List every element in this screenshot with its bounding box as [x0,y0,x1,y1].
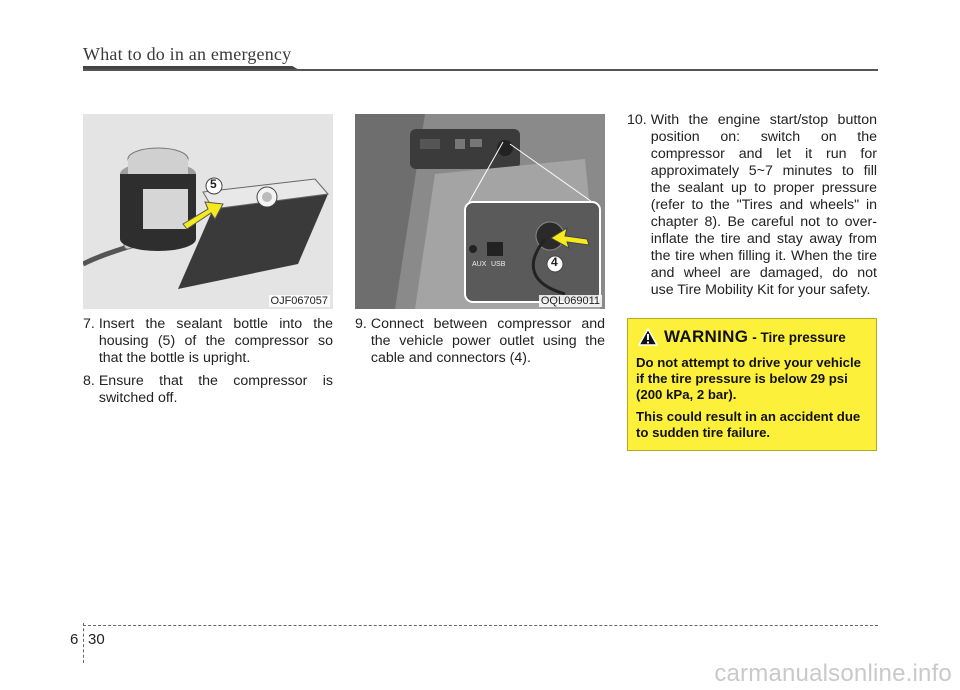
aux-label: AUX [472,261,487,268]
warning-header [638,327,846,347]
chapter-number: 6 [70,631,79,648]
warning-paragraph: This could result in an accident due to sudden tire failure. [636,409,861,440]
usb-label: USB [491,261,506,268]
power-outlet-illustration [355,114,605,309]
warning-box [627,318,877,451]
compressor-illustration [83,114,333,309]
step-7: 7. Insert the sealant bottle into the housing (5) of the compressor so that the bottle is upright. [83,316,333,366]
callout-5: 5 [210,177,217,191]
step-8: 8. Ensure that the compressor is switched off. [83,373,333,406]
watermark: carmanualsonline.info [714,660,952,687]
column-left [83,316,333,413]
column-right [627,112,877,305]
footer-rule [83,625,878,626]
step-10: 10. With the engine start/stop button position on: switch on the compressor and let it run for approximately 5~7 minutes to fill the sealant up to proper pressure (refer to the "Tires and wheels" in chapter 8). Be careful not to over-inflate the tire and stay away from the tire when filling it. When the tire and wheel are damaged, do not use Tire Mobility Kit for your safety. [627,112,877,298]
section-title: What to do in an emergency [83,44,292,64]
callout-4: 4 [551,255,558,269]
warning-paragraph: Do not attempt to drive your vehicle if the tire pressure is below 29 psi (200 kPa, 2 bar). [636,355,861,402]
warning-body [636,355,870,447]
warning-subtitle: - Tire pressure [752,329,846,345]
figure-code: OQL069011 [540,295,600,307]
figure-compressor [83,114,333,309]
step-9: 9. Connect between compressor and the vehicle power outlet using the cable and connectors (4). [355,316,605,366]
header-rule [83,69,878,71]
page-number-separator [83,623,84,663]
warning-triangle-icon [638,328,658,346]
column-middle [355,316,605,373]
page-number: 30 [88,631,105,648]
figure-code: OJF067057 [270,295,328,307]
figure-power-outlet [355,114,605,309]
warning-title: WARNING [664,327,749,346]
